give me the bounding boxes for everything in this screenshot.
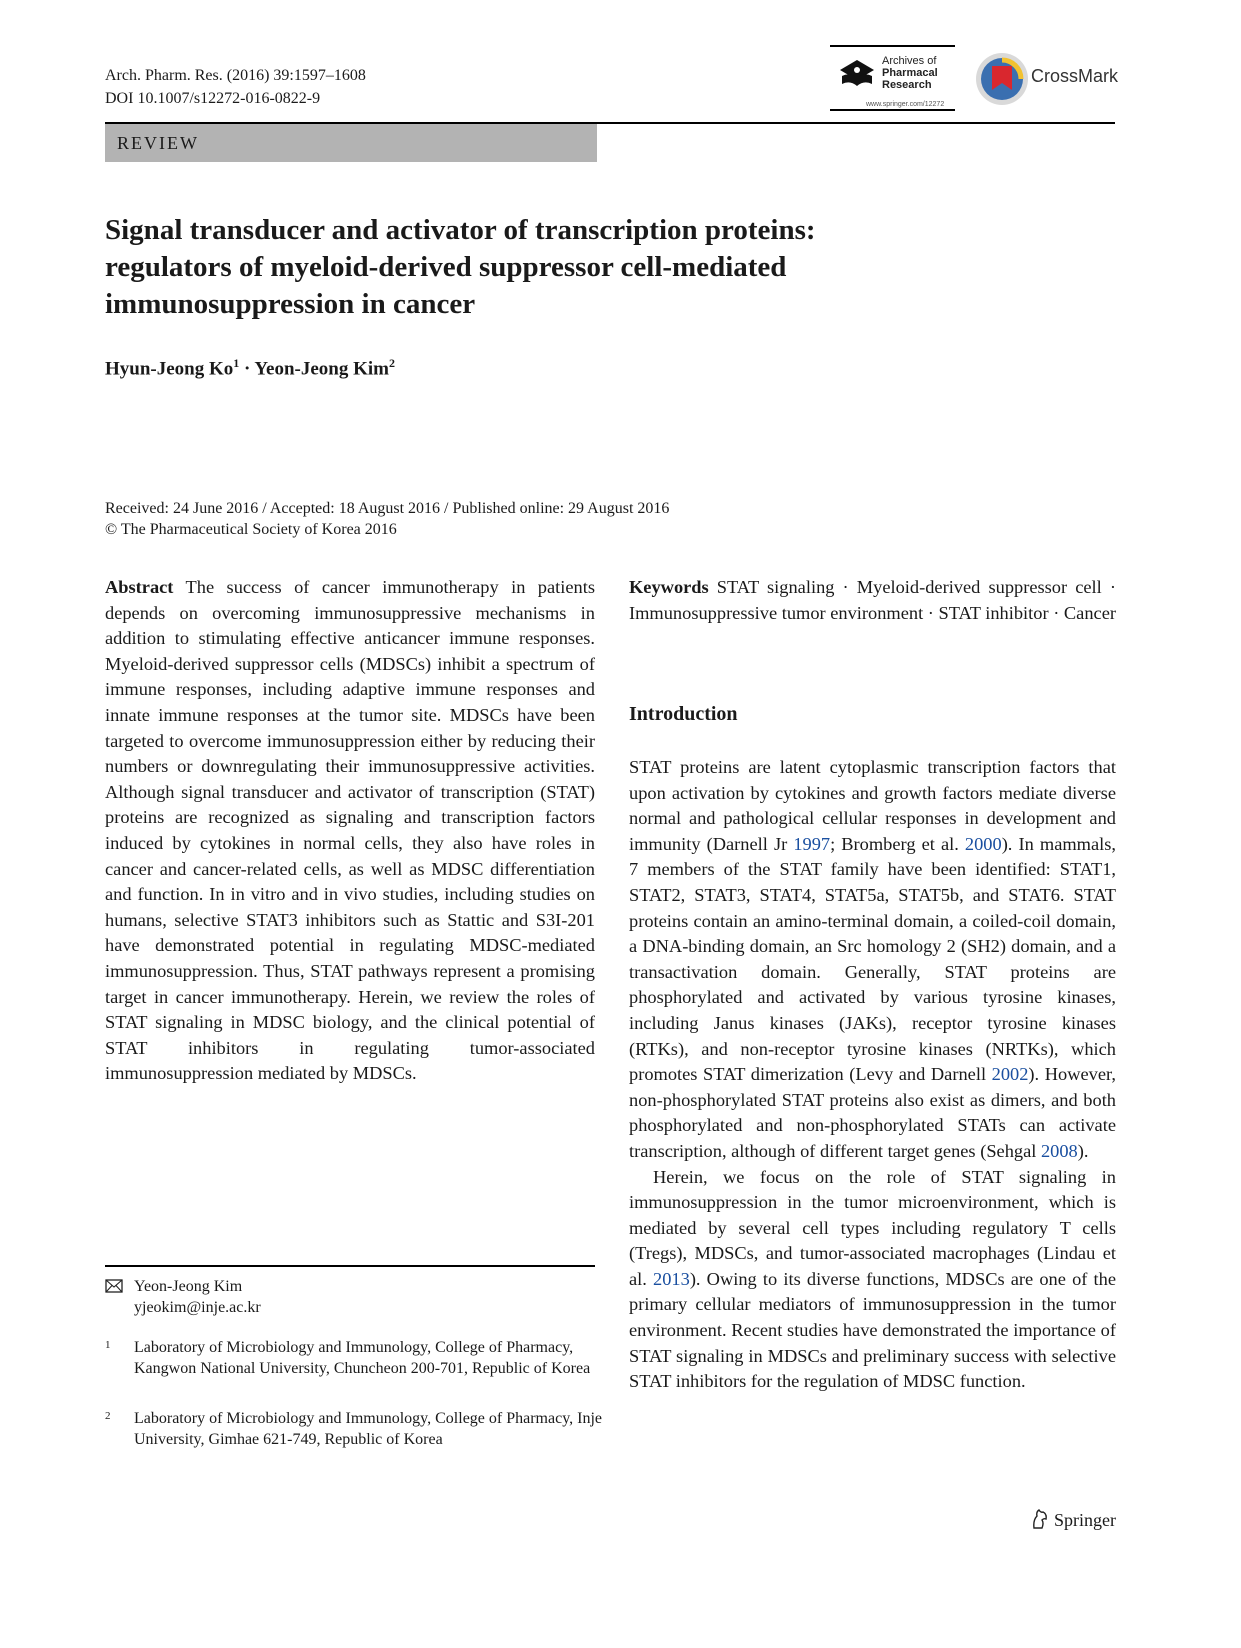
crossmark-label: CrossMark [1031, 66, 1119, 86]
author-separator: · [244, 358, 251, 380]
author-affiliation-mark: 1 [233, 356, 240, 370]
affiliation [105, 1337, 605, 1403]
abstract-label: Abstract [105, 577, 174, 597]
citation-line: Arch. Pharm. Res. (2016) 39:1597–1608 [105, 67, 366, 84]
crossmark-icon [975, 50, 1029, 108]
article-title [105, 212, 1105, 323]
abstract [105, 575, 595, 1087]
journal-name-line: Pharmacal [882, 67, 938, 79]
title-line: regulators of myeloid-derived suppressor cell-mediated [105, 251, 787, 283]
journal-name-line: Research [882, 79, 932, 91]
intro-paragraph [629, 755, 1116, 1165]
keywords-label: Keywords [629, 577, 709, 597]
corresponding-name: Yeon-Jeong Kim [134, 1278, 243, 1295]
affiliation-number: 2 [105, 1410, 111, 1422]
intro-paragraph [629, 1165, 1116, 1395]
springer-horse-icon [1030, 1508, 1050, 1530]
section-label: REVIEW [105, 124, 597, 162]
publisher-name: Springer [1054, 1510, 1116, 1530]
title-line: immunosuppression in cancer [105, 288, 476, 320]
doi-line[interactable]: DOI 10.1007/s12272-016-0822-9 [105, 90, 321, 107]
title-line: Signal transducer and activator of transcription proteins: [105, 214, 816, 246]
text-run: ; Bromberg et al. [830, 833, 965, 854]
text-run: ). However, non-phosphorylated STAT proteins also exist as dimers, and both phosphorylated and non-phosphorylated STATs can activate transcription, although of different target genes (Sehgal [629, 1064, 1116, 1161]
publication-dates [105, 498, 669, 540]
affiliation-text: Laboratory of Microbiology and Immunology, College of Pharmacy, Kangwon National University, Chuncheon 200-701, Republic of Korea [134, 1339, 591, 1377]
journal-citation [105, 64, 366, 110]
keywords [629, 575, 1116, 626]
reference-link[interactable]: 1997 [793, 833, 831, 854]
introduction-heading: Introduction [629, 703, 738, 725]
copyright-line: © The Pharmaceutical Society of Korea 2016 [105, 521, 397, 538]
author-affiliation-mark: 2 [389, 356, 395, 370]
publisher-logo [1030, 1508, 1116, 1531]
corresponding-author [105, 1276, 605, 1320]
corresponding-email[interactable]: yjeokim@inje.ac.kr [134, 1299, 261, 1316]
journal-logo[interactable] [830, 45, 955, 111]
author-name[interactable]: Hyun-Jeong Ko [105, 358, 234, 380]
envelope-icon [105, 1279, 123, 1293]
reference-link[interactable]: 2002 [991, 1064, 1029, 1085]
corresponding-details [134, 1276, 261, 1318]
dates-line: Received: 24 June 2016 / Accepted: 18 August 2016 / Published online: 29 August 2016 [105, 500, 670, 517]
text-run: Herein, we focus on the role of STAT signaling in immunosuppression in the tumor microenvironment, which is mediated by several cell types including regulatory T cells (Tregs), MDSCs, and tumor-associated macrophages (Lindau et al. [629, 1166, 1116, 1289]
introduction-body [629, 755, 1116, 1395]
text-run: ). [1077, 1140, 1089, 1161]
journal-name-line: Archives of [882, 55, 937, 67]
crossmark-badge[interactable] [975, 50, 1119, 108]
affiliation-text: Laboratory of Microbiology and Immunology, College of Pharmacy, Inje University, Gimhae 621-749, Republic of Korea [134, 1410, 603, 1448]
text-run: STAT proteins are latent cytoplasmic transcription factors that upon activation by cytokines and growth factors mediate diverse normal and pathological cellular responses in development and immunity (Darnell Jr [629, 757, 1116, 854]
reference-link[interactable]: 2008 [1040, 1140, 1078, 1161]
text-run: ). In mammals, 7 members of the STAT family have been identified: STAT1, STAT2, STAT3, STAT4, STAT5a, STAT5b, and STAT6. STAT proteins contain an amino-terminal domain, a coiled-coil domain, a DNA-binding domain, an Src homology 2 (SH2) domain, and a transactivation domain. Generally, STAT proteins are phosphorylated and activated by various tyrosine kinases, including Janus kinases (JAKs), receptor tyrosine kinases (RTKs), and non-receptor tyrosine kinases (NRTKs), which promotes STAT dimerization (Levy and Darnell [629, 833, 1116, 1085]
author-name[interactable]: Yeon-Jeong Kim [254, 358, 389, 380]
affiliation [105, 1408, 605, 1474]
footnote-divider [105, 1265, 595, 1267]
book-logo-icon [838, 58, 876, 92]
reference-link[interactable]: 2013 [653, 1268, 690, 1289]
text-run: ). Owing to its diverse functions, MDSCs are one of the primary cellular mediators of immunosuppression in the tumor environment. Recent studies have demonstrated the importance of STAT signaling in MDSCs and preliminary success with selective STAT inhibitors for the regulation of MDSC function. [629, 1268, 1117, 1392]
keywords-text: STAT signaling · Myeloid-derived suppressor cell · Immunosuppressive tumor environment · STAT inhibitor · Cancer [629, 577, 1116, 623]
reference-link[interactable]: 2000 [964, 833, 1002, 854]
abstract-text: The success of cancer immunotherapy in patients depends on overcoming immunosuppressive mechanisms in addition to stimulating effective anticancer immune responses. Myeloid-derived suppressor cells (MDSCs) inhibit a spectrum of immune responses, including adaptive immune responses and innate immune responses at the tumor site. MDSCs have been targeted to overcome immunosuppression either by reducing their numbers or downregulating their immunosuppressive activities. Although signal transducer and activator of transcription (STAT) proteins are recognized as signaling and transcription factors induced by cytokines in normal cells, they also have roles in cancer and cancer-related cells, as well as MDSC differentiation and function. In in vitro and in vivo studies, including studies on humans, selective STAT3 inhibitors such as Stattic and S3I-201 have demonstrated potential in regulating MDSC-mediated immunosuppression. Thus, STAT pathways represent a promising target in cancer immunotherapy. Herein, we review the roles of STAT signaling in MDSC biology, and the clinical potential of STAT inhibitors in regulating tumor-associated immunosuppression mediated by MDSCs. [105, 577, 596, 1084]
journal-name [882, 55, 938, 91]
affiliation-number: 1 [105, 1339, 111, 1351]
journal-url[interactable]: www.springer.com/12272 [866, 101, 945, 108]
author-list [105, 356, 395, 380]
